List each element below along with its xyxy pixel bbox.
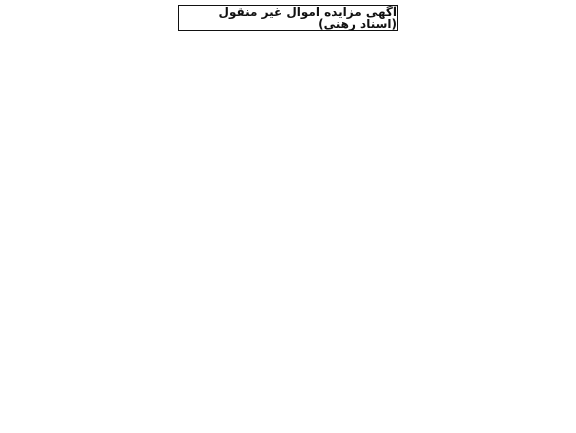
notice-right-column	[292, 36, 569, 424]
notice-left-column	[7, 36, 284, 424]
notice-title: آگهی مزایده اموال غیر منقول (اسناد رهنی)	[178, 5, 398, 31]
notice-columns	[7, 36, 569, 424]
